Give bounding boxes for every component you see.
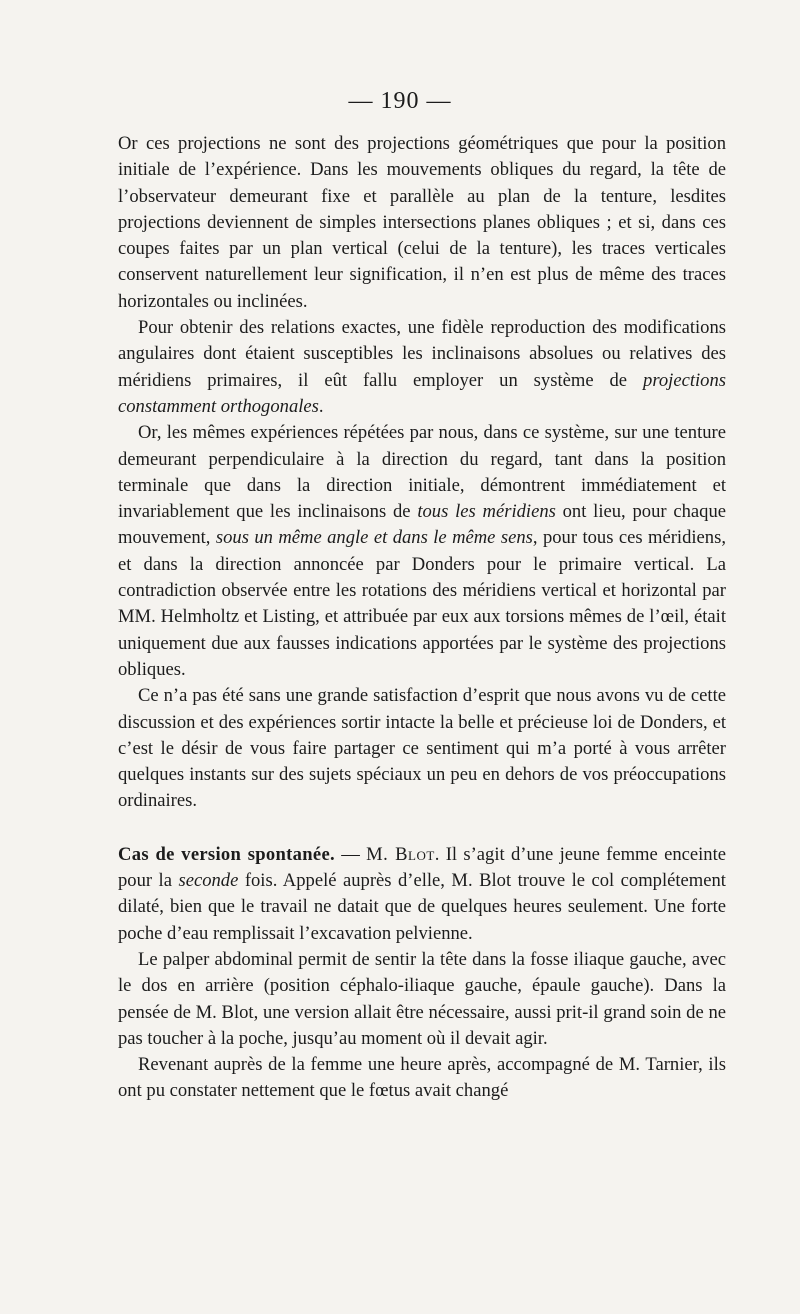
text-segment: Ce n’a pas été sans une grande satisfaction d’esprit que nous avons vu de cette discussion et des expériences sortir intacte la belle et précieuse loi de Donders, et c’est le désir de vous faire partager ce sentiment qui m’a porté à vous arrêter quelques instants sur des sujets spéciaux un peu en dehors de vos préoccupations ordinaires.	[118, 685, 726, 812]
text-segment: Or, les mêmes expériences répétées par nous, dans ce système, sur une tenture demeurant perpendiculaire à la direction du regard, tant dans la position terminale que dans la direction initiale, démontrent immédiatement et invariablement que les inclinaisons de	[118, 422, 726, 523]
paragraph-3	[118, 420, 726, 683]
section-paragraph-1	[118, 842, 726, 947]
italic-segment: tous les méridiens	[417, 501, 556, 523]
text-segment: , pour tous ces méridiens, et dans la direction annoncée par Donders pour le primaire vertical. La contradiction observée entre les rotations des méridiens vertical et horizontal par MM. Helmholtz et Listing, et attribuée par eux aux torsions mêmes de l’œil, était uniquement due aux fausses indications apportées par le système des projections obliques.	[118, 527, 726, 680]
section-author: M. Blot	[366, 843, 435, 865]
italic-segment: seconde	[178, 870, 239, 892]
section-title: Cas de version spontanée.	[118, 843, 335, 865]
page-number: — 190 —	[348, 88, 452, 114]
text-segment: Or ces projections ne sont des projections géométriques que pour la position initiale de l’expérience. Dans les mouvements obliques du regard, la tête de l’observateur demeurant fixe et parallèle au plan de la tenture, lesdites projections deviennent de simples intersections planes obliques ; et si, dans ces coupes faites par un plan vertical (celui de la tenture), les traces verticales conservent naturellement leur signification, il n’en est plus de même des traces horizontales ou inclinées.	[118, 133, 726, 312]
section-paragraph-2	[118, 947, 726, 1052]
text-segment: . Il s’agit d’une jeune femme enceinte pour la	[118, 843, 726, 892]
section-dash: —	[334, 843, 367, 865]
text-segment: ont lieu, pour chaque mouvement,	[118, 501, 727, 549]
italic-segment: projections constamment orthogonales	[118, 369, 726, 417]
body-text	[118, 131, 726, 1105]
paragraph-1	[118, 131, 726, 315]
text-segment: fois. Appelé auprès d’elle, M. Blot trouve le col complétement dilaté, bien que le travail ne datait que de quelques heures seulement. Une forte poche d’eau remplissait l’excavation pelvienne.	[118, 870, 726, 944]
text-segment: .	[318, 395, 324, 417]
paragraph-4	[118, 683, 726, 814]
text-segment: Le palper abdominal permit de sentir la tête dans la fosse iliaque gauche, avec le dos en arrière (position céphalo-iliaque gauche, épaule gauche). Dans la pensée de M. Blot, une version allait être nécessaire, aussi prit-il grand soin de ne pas toucher à la poche, jusqu’au moment où il devait agir.	[118, 948, 726, 1049]
text-segment: Revenant auprès de la femme une heure après, accompagné de M. Tarnier, ils ont pu constater nettement que le fœtus avait changé	[118, 1054, 726, 1102]
section-paragraph-3	[118, 1052, 726, 1105]
paragraph-2	[118, 315, 726, 420]
text-segment: Pour obtenir des relations exactes, une fidèle reproduction des modifications angulaires dont étaient susceptibles les inclinaisons absolues ou relatives des méridiens primaires, il eût fallu employer un système de	[118, 317, 726, 391]
italic-segment: sous un même angle et dans le même sens	[215, 527, 533, 549]
